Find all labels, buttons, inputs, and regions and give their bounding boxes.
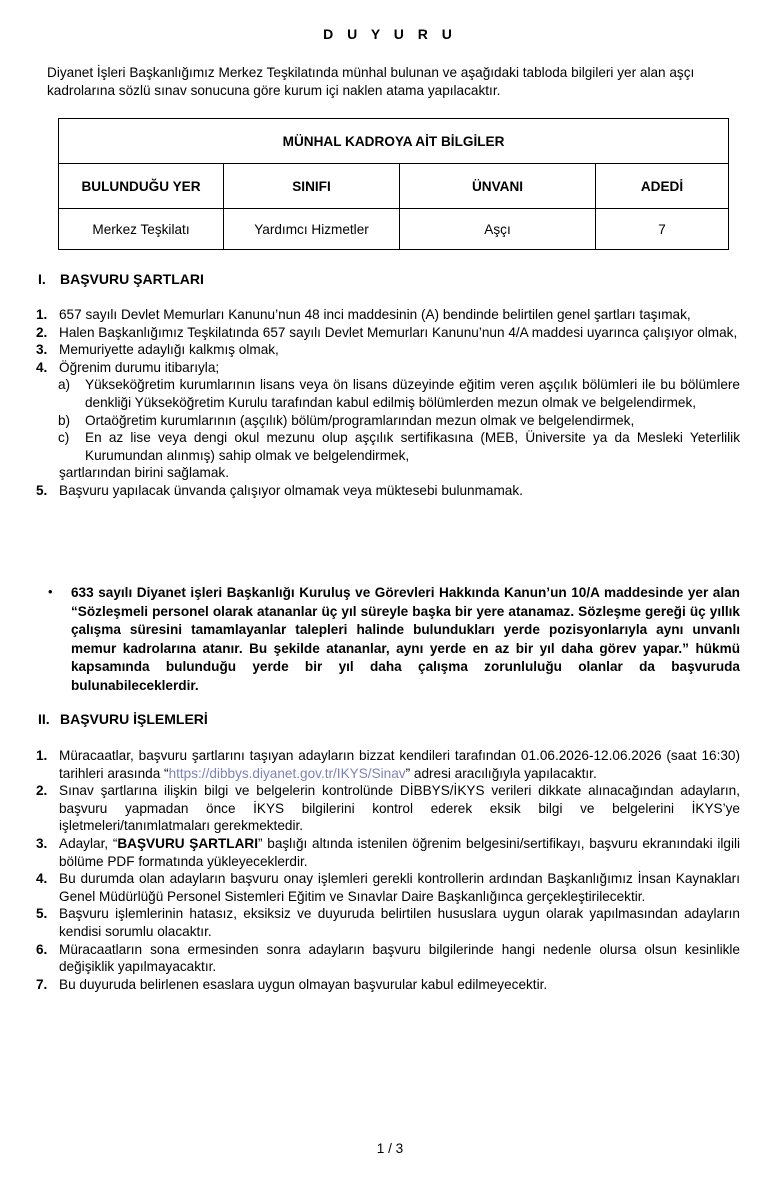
intro-paragraph: Diyanet İşleri Başkanlığımız Merkez Teşkilatında münhal bulunan ve aşağıdaki tabloda bilgileri yer alan aşçı kadrolarına sözlü sınav sonucuna göre kurum içi naklen atama yapılacaktır.	[47, 65, 695, 98]
list-item: 4. Bu durumda olan adayların başvuru onay işlemleri gerekli kontrollerin ardından Başkanlığımız İnsan Kaynakları Genel Müdürlüğü Personel Sistemleri Eğitim ve Sınavlar Daire Başkanlığınca gerçekleştirilecektir.	[36, 871, 740, 904]
procedures-list	[36, 747, 740, 993]
section-title: BAŞVURU İŞLEMLERİ	[60, 711, 208, 727]
list-item: 4. Öğrenim durumu itibarıyla;	[36, 359, 220, 375]
list-item: 6. Müracaatların sona ermesinden sonra adayların başvuru bilgilerinde hangi nedenle olursa olsun kesinlikle değişiklik yapılmayacaktır.	[36, 941, 740, 975]
requirements-list	[36, 306, 740, 500]
cell-title: Aşçı	[400, 209, 596, 250]
sub-list-item: a) Yükseköğretim kurumlarının lisans veya ön lisans düzeyinde eğitim veren aşçılık bölümleri ile bu bölümlere denkliği Yükseköğretim Kurulu tarafından kabul edilmiş bölümlerden mezun olmak ve belgelendirmek,	[58, 377, 740, 410]
page-number: 1 / 3	[376, 1141, 404, 1156]
table-header-row	[59, 164, 729, 209]
legal-note-text: 633 sayılı Diyanet işleri Başkanlığı Kuruluş ve Görevleri Hakkında Kanun’un 10/A maddesinde yer alan “Sözleşmeli personel olarak atananlar üç yıl süreyle başka bir yere atanamaz. Sözleşme gereği üç yıllık çalışma süresini tamamlayanlar talepleri halinde bulundukları yerde pozisyonlarıyla aynı unvanlı memur kadrolarına atanır. Bu şekilde atananlar, aynı yerde en az bir yıl daha görev yapar.” hükmü kapsamında bulunduğu yerde bir yıl daha çalışma zorunluluğu olanlar da başvuruda bulunabileceklerdir.	[71, 585, 740, 693]
list-item: 7. Bu duyuruda belirlenen esaslara uygun olmayan başvurular kabul edilmeyecektir.	[36, 976, 548, 992]
list-item: 3. Adaylar, “BAŞVURU ŞARTLARI” başlığı altında istenilen öğrenim belgesini/sertifikayı, başvuru ekranındaki ilgili bölüme PDF formatında yükleyeceklerdir.	[36, 835, 741, 869]
bullet-icon: •	[48, 584, 53, 599]
cell-location: Merkez Teşkilatı	[59, 209, 224, 250]
section-heading-requirements	[38, 271, 204, 287]
header-location: BULUNDUĞU YER	[59, 164, 224, 209]
section-number: I.	[38, 271, 46, 287]
list-item: 5. Başvuru yapılacak ünvanda çalışıyor olmamak veya müktesebi bulunmamak.	[36, 482, 523, 498]
header-class: SINIFI	[224, 164, 400, 209]
table-caption: MÜNHAL KADROYA AİT BİLGİLER	[59, 119, 729, 164]
continuation-text: şartlarından birini sağlamak.	[59, 465, 230, 481]
vacancy-table	[58, 118, 729, 250]
cell-class: Yardımcı Hizmetler	[224, 209, 400, 250]
page-title: D U Y U R U	[323, 26, 457, 42]
list-item: 1. Müracaatlar, başvuru şartlarını taşıyan adayların bizzat kendileri tarafından 01.06.2026-12.06.2026 (saat 16:30) tarihleri arasında “https://dibbys.diyanet.gov.tr/IKYS/Sinav” adresi aracılığıyla yapılacaktır.	[36, 748, 740, 781]
list-item: 2. Halen Başkanlığımız Teşkilatında 657 sayılı Devlet Memurları Kanunu’nun 4/A maddesi uyarınca çalışıyor olmak,	[36, 324, 738, 340]
legal-note	[48, 584, 740, 696]
header-title: ÜNVANI	[400, 164, 596, 209]
table-row	[59, 209, 729, 250]
sub-list-item: c) En az lise veya dengi okul mezunu olup aşçılık sertifikasına (MEB, Üniversite ya da Mesleki Yeterlilik Kurumundan alınmış) sahip olmak ve belgelendirmek,	[58, 430, 740, 463]
application-link[interactable]: https://dibbys.diyanet.gov.tr/IKYS/Sinav	[168, 765, 406, 781]
list-item: 5. Başvuru işlemlerinin hatasız, eksiksiz ve duyuruda belirtilen hususlara uygun olarak yapılmasından adayların kendisi sorumlu olacaktır.	[36, 906, 740, 939]
list-item: 3. Memuriyette adaylığı kalkmış olmak,	[36, 342, 279, 358]
section-title: BAŞVURU ŞARTLARI	[60, 271, 204, 287]
section-heading-procedures	[38, 711, 208, 727]
header-count: ADEDİ	[596, 164, 729, 209]
list-item: 1. 657 sayılı Devlet Memurları Kanunu’nun 48 inci maddesinin (A) bendinde belirtilen genel şartları taşımak,	[36, 307, 691, 322]
section-number: II.	[38, 711, 50, 727]
cell-count: 7	[596, 209, 729, 250]
list-item: 2. Sınav şartlarına ilişkin bilgi ve belgelerin kontrolünde DİBBYS/İKYS verileri dikkate alınacağından adayların, başvuru yapmadan önce İKYS bilgilerini kontrol ederek eksik bilgi ve belgelerini İKYS’ye işletmeleri/tanımlatmaları gerekmektedir.	[36, 783, 740, 834]
sub-list-item: b) Ortaöğretim kurumlarının (aşçılık) bölüm/programlarından mezun olmak ve belgelendirmek,	[58, 412, 635, 428]
